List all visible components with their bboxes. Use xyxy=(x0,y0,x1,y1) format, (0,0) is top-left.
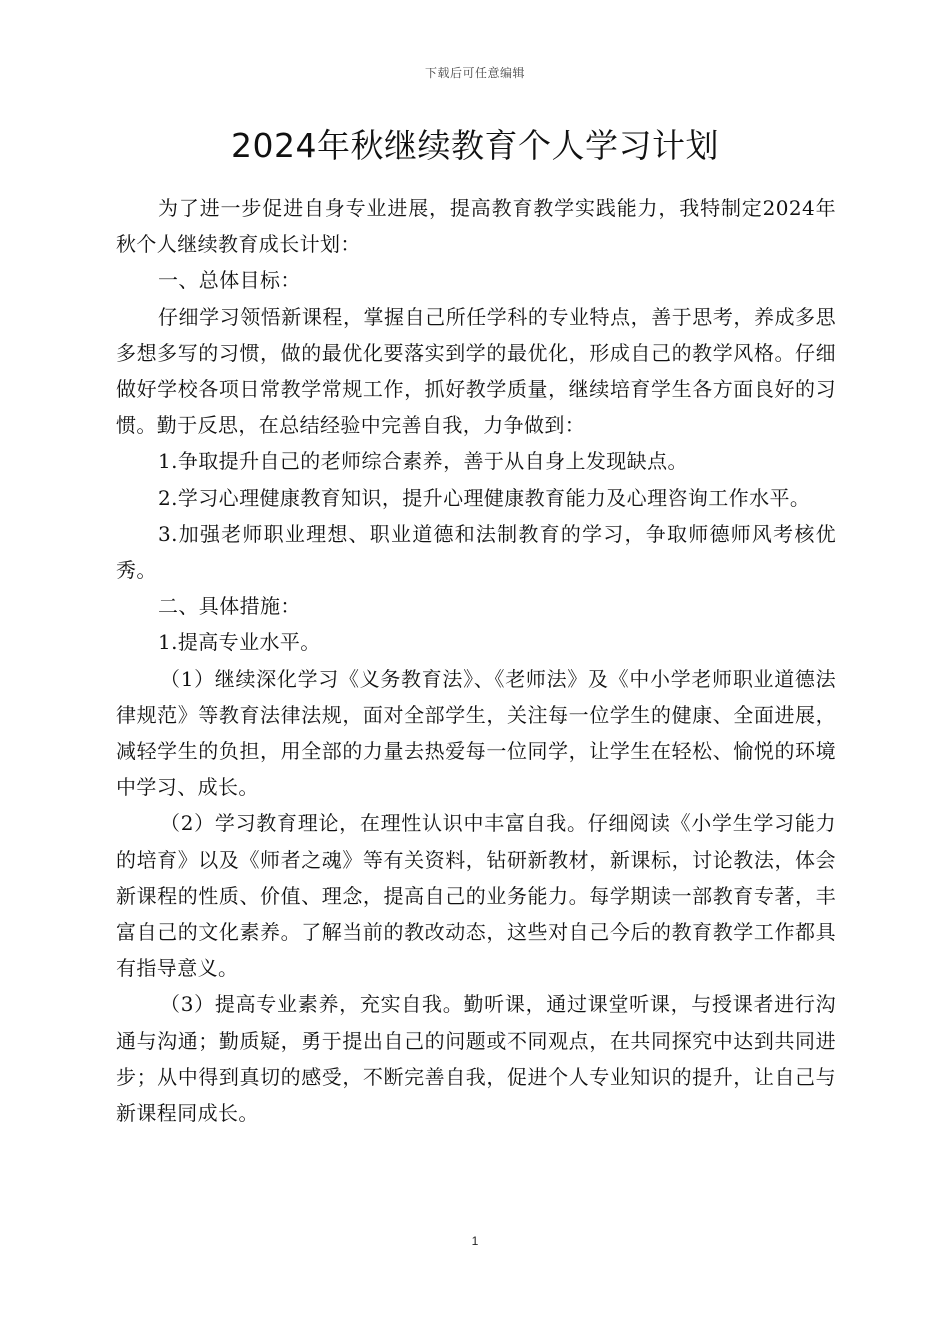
page-number: 1 xyxy=(471,1234,479,1248)
measure-item-2: （2）学习教育理论，在理性认识中丰富自我。仔细阅读《小学生学习能力的培育》以及《师者之魂》等有关资料，钻研新教材，新课标，讨论教法，体会新课程的性质、价值、理念，提高自己的业务能力。每学期读一部教育专著，丰富自己的文化素养。了解当前的教改动态，这些对自己今后的教育教学工作都具有指导意义。 xyxy=(116,811,836,981)
document-body xyxy=(116,190,836,1131)
goal-item-3: 3.加强老师职业理想、职业道德和法制教育的学习，争取师德师风考核优秀。 xyxy=(116,521,836,583)
header-note: 下载后可任意编辑 xyxy=(424,66,525,80)
section-heading-goals: 一、总体目标： xyxy=(158,268,301,293)
measure-item-1: （1）继续深化学习《义务教育法》、《老师法》及《中小学老师职业道德法律规范》等教育法律法规，面对全部学生，关注每一位学生的健康、全面进展，减轻学生的负担，用全部的力量去热爱每一位同学，让学生在轻松、愉悦的环境中学习、成长。 xyxy=(116,666,836,800)
intro-paragraph: 为了进一步促进自身专业进展，提高教育教学实践能力，我特制定2024年秋个人继续教育成长计划： xyxy=(116,196,836,257)
measure-item-3: （3）提高专业素养，充实自我。勤听课，通过课堂听课，与授课者进行沟通与沟通；勤质疑，勇于提出自己的问题或不同观点，在共同探究中达到共同进步；从中得到真切的感受，不断完善自我，促进个人专业知识的提升，让自己与新课程同成长。 xyxy=(116,992,836,1126)
measure-heading-1: 1.提高专业水平。 xyxy=(158,630,321,655)
goal-item-2: 2.学习心理健康教育知识，提升心理健康教育能力及心理咨询工作水平。 xyxy=(158,485,811,510)
document-title: 2024年秋继续教育个人学习计划 xyxy=(231,126,719,165)
section-heading-measures: 二、具体措施： xyxy=(158,594,301,619)
goal-item-1: 1.争取提升自己的老师综合素养，善于从自身上发现缺点。 xyxy=(158,449,688,474)
goals-paragraph: 仔细学习领悟新课程，掌握自己所任学科的专业特点，善于思考，养成多思多想多写的习惯，做的最优化要落实到学的最优化，形成自己的教学风格。仔细做好学校各项日常教学常规工作，抓好教学质量，继续培育学生各方面良好的习惯。勤于反思，在总结经验中完善自我，力争做到： xyxy=(116,304,836,438)
